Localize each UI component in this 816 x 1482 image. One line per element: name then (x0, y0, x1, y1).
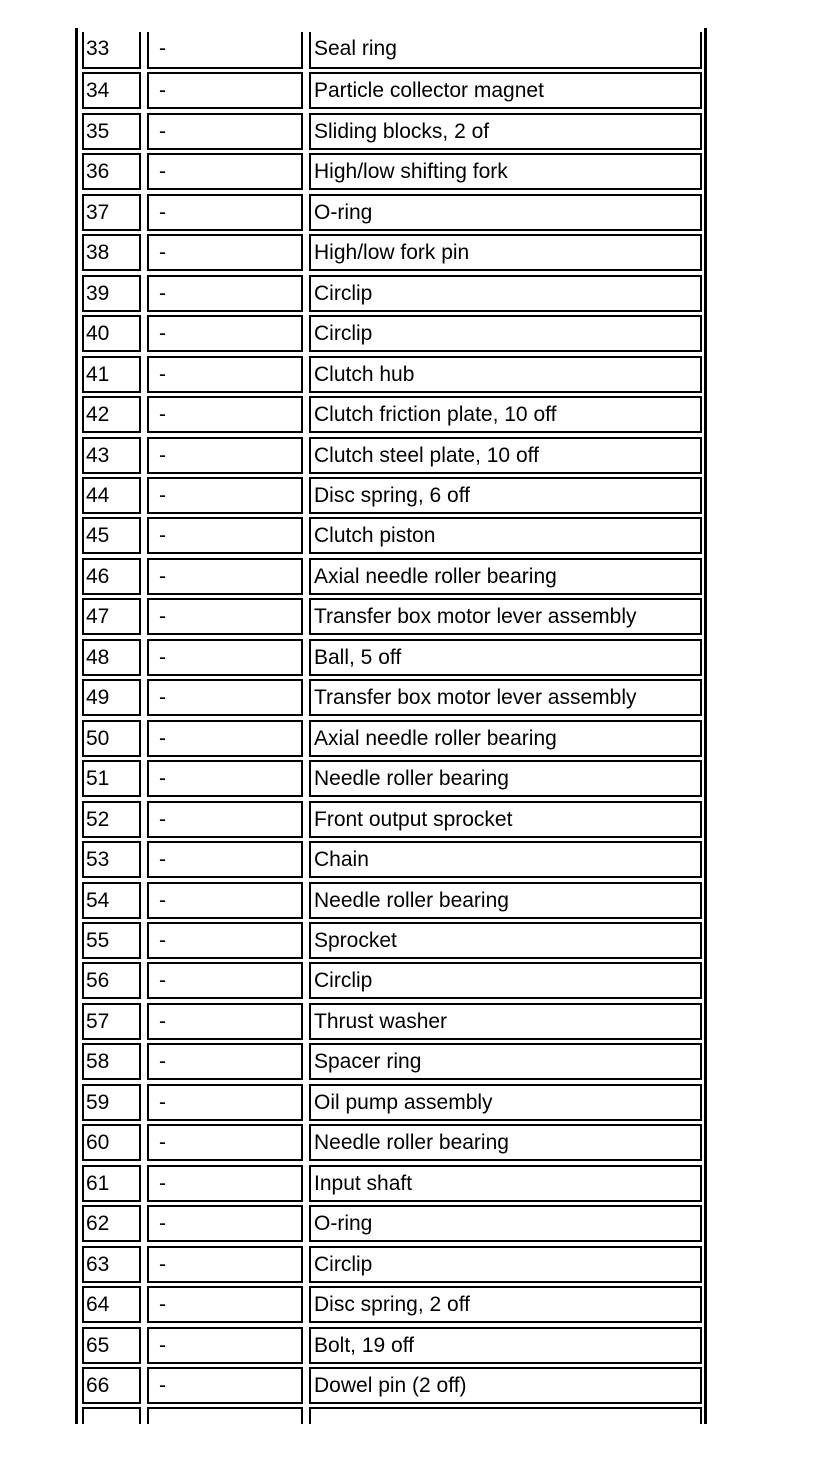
description-cell: Circlip (309, 315, 702, 352)
description-cell: O-ring (309, 1205, 702, 1242)
separator-cell: - (147, 113, 303, 150)
table-row (82, 72, 702, 109)
parts-table (75, 28, 707, 1424)
description-cell: Seal ring (309, 32, 702, 69)
table-row (82, 922, 702, 959)
separator-cell: - (147, 679, 303, 716)
description-cell: Sprocket (309, 922, 702, 959)
table-row (82, 1367, 702, 1404)
description-cell: Thrust washer (309, 1003, 702, 1040)
item-number-cell: 36 (82, 153, 141, 190)
table-row (82, 517, 702, 554)
item-number-cell: 58 (82, 1043, 141, 1080)
item-number-cell: 60 (82, 1124, 141, 1161)
description-cell: Chain (309, 841, 702, 878)
empty-cell (309, 1407, 702, 1424)
table-row (82, 437, 702, 474)
item-number-cell: 49 (82, 679, 141, 716)
separator-cell: - (147, 760, 303, 797)
table-row (82, 315, 702, 352)
item-number-cell: 47 (82, 598, 141, 635)
table-row (82, 396, 702, 433)
item-number-cell: 56 (82, 962, 141, 999)
description-cell: Needle roller bearing (309, 1124, 702, 1161)
item-number-cell: 38 (82, 234, 141, 271)
description-cell: O-ring (309, 194, 702, 231)
separator-cell: - (147, 962, 303, 999)
item-number-cell: 61 (82, 1165, 141, 1202)
separator-cell: - (147, 1367, 303, 1404)
table-row (82, 882, 702, 919)
separator-cell: - (147, 922, 303, 959)
description-cell: Axial needle roller bearing (309, 558, 702, 595)
description-cell: Axial needle roller bearing (309, 720, 702, 757)
separator-cell: - (147, 1165, 303, 1202)
separator-cell: - (147, 1003, 303, 1040)
table-row (82, 1084, 702, 1121)
table-row (82, 598, 702, 635)
description-cell: Circlip (309, 962, 702, 999)
separator-cell: - (147, 356, 303, 393)
item-number-cell: 65 (82, 1327, 141, 1364)
separator-cell: - (147, 32, 303, 69)
separator-cell: - (147, 1205, 303, 1242)
item-number-cell: 63 (82, 1246, 141, 1283)
table-row (82, 153, 702, 190)
description-cell: Input shaft (309, 1165, 702, 1202)
separator-cell: - (147, 194, 303, 231)
separator-cell: - (147, 801, 303, 838)
item-number-cell: 37 (82, 194, 141, 231)
item-number-cell: 51 (82, 760, 141, 797)
description-cell: Clutch piston (309, 517, 702, 554)
separator-cell: - (147, 598, 303, 635)
table-row (82, 1043, 702, 1080)
separator-cell: - (147, 1286, 303, 1323)
item-number-cell: 41 (82, 356, 141, 393)
table-row (82, 275, 702, 312)
description-cell: Disc spring, 6 off (309, 477, 702, 514)
separator-cell: - (147, 720, 303, 757)
table-row (82, 477, 702, 514)
item-number-cell: 42 (82, 396, 141, 433)
item-number-cell: 48 (82, 639, 141, 676)
table-row (82, 841, 702, 878)
table-row (82, 679, 702, 716)
item-number-cell: 44 (82, 477, 141, 514)
separator-cell: - (147, 315, 303, 352)
table-row (82, 720, 702, 757)
separator-cell: - (147, 1246, 303, 1283)
description-cell: Needle roller bearing (309, 882, 702, 919)
table-row (82, 234, 702, 271)
table-row (82, 1205, 702, 1242)
description-cell: Oil pump assembly (309, 1084, 702, 1121)
separator-cell: - (147, 72, 303, 109)
item-number-cell: 34 (82, 72, 141, 109)
description-cell: Circlip (309, 1246, 702, 1283)
item-number-cell: 46 (82, 558, 141, 595)
item-number-cell: 45 (82, 517, 141, 554)
table-row (82, 760, 702, 797)
table-row (82, 1246, 702, 1283)
description-cell: Clutch friction plate, 10 off (309, 396, 702, 433)
table-row (82, 558, 702, 595)
separator-cell: - (147, 477, 303, 514)
item-number-cell: 62 (82, 1205, 141, 1242)
separator-cell: - (147, 841, 303, 878)
item-number-cell: 33 (82, 32, 141, 69)
description-cell: Ball, 5 off (309, 639, 702, 676)
empty-cell (147, 1407, 303, 1424)
table-row (82, 1327, 702, 1364)
description-cell: Sliding blocks, 2 of (309, 113, 702, 150)
description-cell: Disc spring, 2 off (309, 1286, 702, 1323)
separator-cell: - (147, 153, 303, 190)
item-number-cell: 53 (82, 841, 141, 878)
table-row (82, 113, 702, 150)
separator-cell: - (147, 558, 303, 595)
table-row (82, 1003, 702, 1040)
table-row (82, 1286, 702, 1323)
separator-cell: - (147, 396, 303, 433)
table-row (82, 194, 702, 231)
separator-cell: - (147, 1327, 303, 1364)
description-cell: Transfer box motor lever assembly (309, 598, 702, 635)
description-cell: Needle roller bearing (309, 760, 702, 797)
table-row (82, 1124, 702, 1161)
description-cell: High/low fork pin (309, 234, 702, 271)
parts-table-rows (82, 32, 702, 1424)
separator-cell: - (147, 1124, 303, 1161)
item-number-cell: 35 (82, 113, 141, 150)
description-cell: High/low shifting fork (309, 153, 702, 190)
table-row (82, 32, 702, 69)
item-number-cell: 66 (82, 1367, 141, 1404)
table-row-partial (82, 1407, 702, 1424)
item-number-cell: 50 (82, 720, 141, 757)
description-cell: Dowel pin (2 off) (309, 1367, 702, 1404)
separator-cell: - (147, 437, 303, 474)
separator-cell: - (147, 234, 303, 271)
table-row (82, 639, 702, 676)
item-number-cell: 43 (82, 437, 141, 474)
item-number-cell: 54 (82, 882, 141, 919)
table-row (82, 356, 702, 393)
description-cell: Clutch hub (309, 356, 702, 393)
description-cell: Front output sprocket (309, 801, 702, 838)
separator-cell: - (147, 517, 303, 554)
description-cell: Transfer box motor lever assembly (309, 679, 702, 716)
table-row (82, 1165, 702, 1202)
item-number-cell: 52 (82, 801, 141, 838)
description-cell: Clutch steel plate, 10 off (309, 437, 702, 474)
table-row (82, 801, 702, 838)
description-cell: Bolt, 19 off (309, 1327, 702, 1364)
separator-cell: - (147, 1043, 303, 1080)
item-number-cell: 59 (82, 1084, 141, 1121)
separator-cell: - (147, 882, 303, 919)
description-cell: Spacer ring (309, 1043, 702, 1080)
separator-cell: - (147, 275, 303, 312)
separator-cell: - (147, 1084, 303, 1121)
item-number-cell: 39 (82, 275, 141, 312)
description-cell: Circlip (309, 275, 702, 312)
description-cell: Particle collector magnet (309, 72, 702, 109)
empty-cell (82, 1407, 141, 1424)
item-number-cell: 55 (82, 922, 141, 959)
item-number-cell: 40 (82, 315, 141, 352)
separator-cell: - (147, 639, 303, 676)
item-number-cell: 64 (82, 1286, 141, 1323)
table-row (82, 962, 702, 999)
item-number-cell: 57 (82, 1003, 141, 1040)
